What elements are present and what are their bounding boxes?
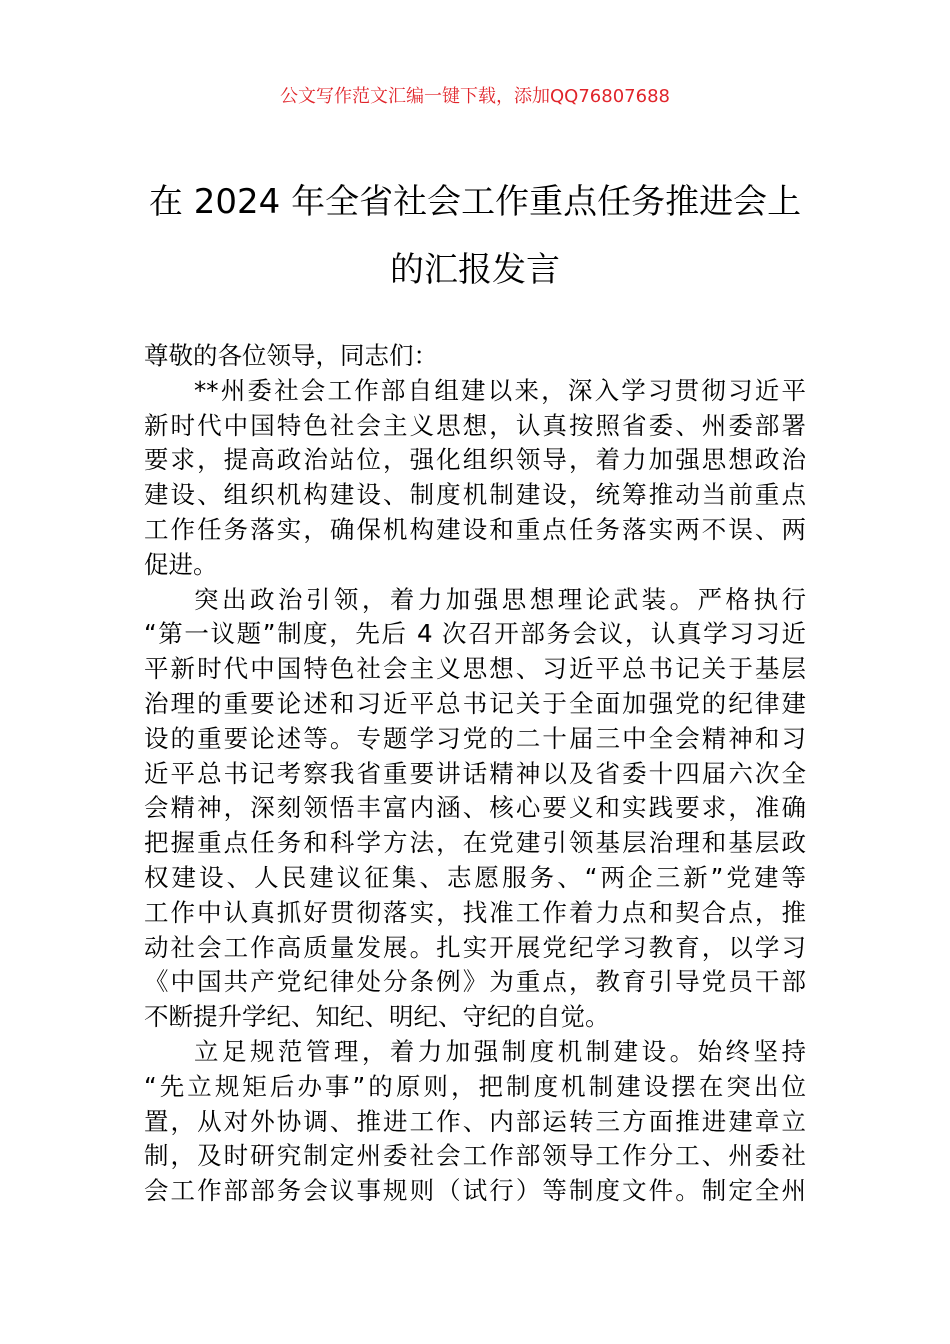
paragraph-line: 制，及时研究制定州委社会工作部领导工作分工、州委社	[144, 1141, 806, 1171]
paragraph-line: 要求，提高政治站位，强化组织领导，着力加强思想政治	[144, 445, 806, 475]
paragraph-line: 治理的重要论述和习近平总书记关于全面加强党的纪律建	[144, 688, 806, 718]
paragraph-line: 平新时代中国特色社会主义思想、习近平总书记关于基层	[144, 654, 806, 684]
paragraph-line: 置，从对外协调、推进工作、内部运转三方面推进建章立	[144, 1106, 806, 1136]
paragraph-line: 把握重点任务和科学方法，在党建引领基层治理和基层政	[144, 828, 806, 858]
paragraph-line: 权建设、人民建议征集、志愿服务、“两企三新”党建等	[144, 862, 806, 892]
paragraph-line: 工作中认真抓好贯彻落实，找准工作着力点和契合点，推	[144, 897, 806, 927]
document-title-line-1: 在 2024 年全省社会工作重点任务推进会上	[148, 182, 802, 222]
paragraph-line: 近平总书记考察我省重要讲话精神以及省委十四届六次全	[144, 758, 806, 788]
download-promo-note: 公文写作范文汇编一键下载，添加QQ76807688	[280, 86, 670, 107]
paragraph-line: 立足规范管理，着力加强制度机制建设。始终坚持	[194, 1036, 806, 1066]
paragraph	[144, 339, 806, 374]
paragraph	[144, 583, 806, 1035]
paragraph-line: 不断提升学纪、知纪、明纪、守纪的自觉。	[144, 1002, 610, 1032]
paragraph-line: 动社会工作高质量发展。扎实开展党纪学习教育，以学习	[144, 932, 806, 962]
paragraph-line: “第一议题”制度，先后 4 次召开部务会议，认真学习习近	[144, 619, 806, 649]
paragraph-line: 突出政治引领，着力加强思想理论武装。严格执行	[194, 584, 806, 614]
paragraph	[144, 374, 806, 583]
paragraph-line: 促进。	[144, 549, 218, 579]
paragraph-line: 会工作部部务会议事规则（试行）等制度文件。制定全州	[144, 1176, 806, 1206]
document-title-line-2: 的汇报发言	[390, 250, 560, 290]
document-body	[144, 339, 806, 1209]
paragraph-line: **州委社会工作部自组建以来，深入学习贯彻习近平	[194, 375, 806, 405]
paragraph-line: 工作任务落实，确保机构建设和重点任务落实两不误、两	[144, 514, 806, 544]
paragraph-line: “先立规矩后办事”的原则，把制度机制建设摆在突出位	[144, 1071, 806, 1101]
paragraph-line: 设的重要论述等。专题学习党的二十届三中全会精神和习	[144, 723, 806, 753]
paragraph-line: 新时代中国特色社会主义思想，认真按照省委、州委部署	[144, 410, 806, 440]
paragraph-line: 会精神，深刻领悟丰富内涵、核心要义和实践要求，准确	[144, 793, 806, 823]
paragraph	[144, 1035, 806, 1209]
paragraph-line: 尊敬的各位领导，同志们：	[144, 341, 438, 370]
paragraph-line: 建设、组织机构建设、制度机制建设，统筹推动当前重点	[144, 480, 806, 510]
paragraph-line: 《中国共产党纪律处分条例》为重点，教育引导党员干部	[144, 967, 806, 997]
